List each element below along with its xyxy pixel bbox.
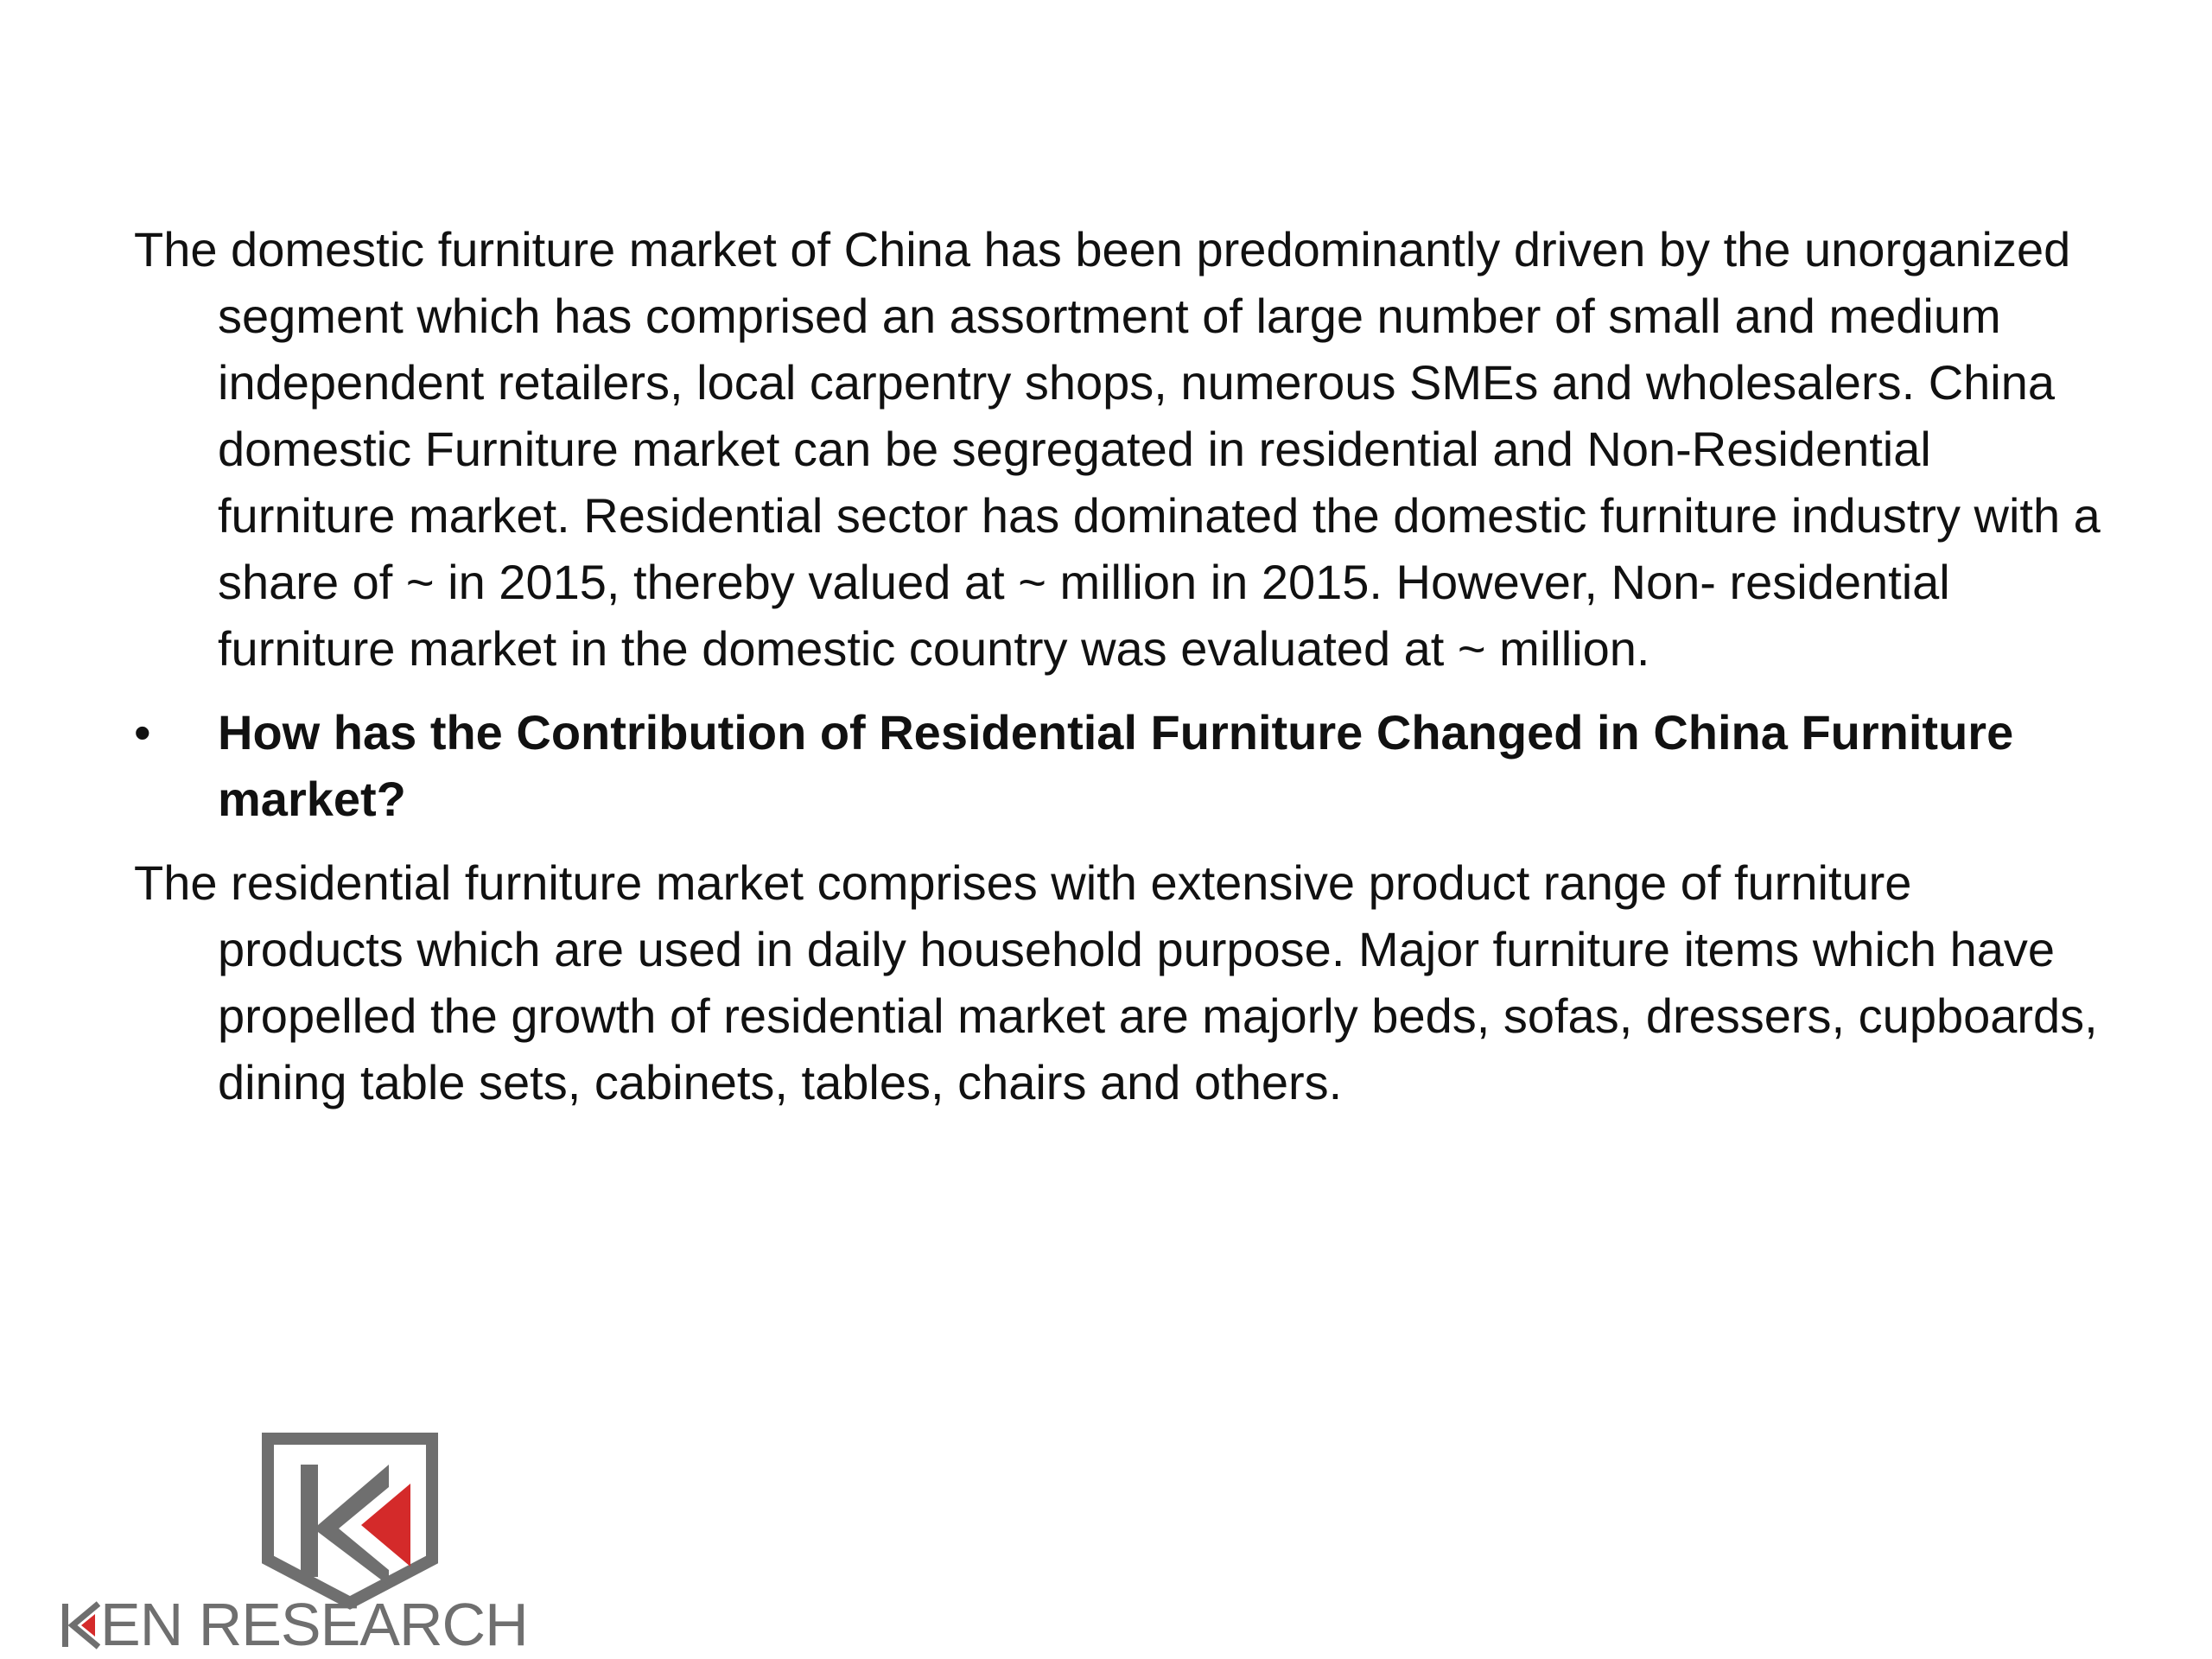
intro-paragraph: The domestic furniture market of China has been predominantly driven by the unorganized segment which has comprised an assortment of large number of small and medium independent retailers, local carpentry shops, numerous SMEs and wholesalers. China domestic Furniture market can be segregated in residential and Non-Residential furniture market. Residential sector has dominated the domestic furniture industry with a share of ~ in 2015, thereby valued at ~ million in 2015. However, Non- residential furniture market in the domestic country was evaluated at ~ million. (134, 222, 2101, 676)
residential-paragraph: The residential furniture market comprises with extensive product range of furniture products which are used in daily household purpose. Major furniture items which have propelled the growth of residential market are majorly beds, sofas, dressers, cupboards, dining table sets, cabinets, tables, chairs and others. (134, 855, 2098, 1109)
logo-wordmark (60, 1592, 579, 1657)
ken-research-shield-icon (259, 1430, 441, 1611)
bullet-heading: How has the Contribution of Residential Furniture Changed in China Furniture market? (218, 705, 2014, 826)
logo-text: EN RESEARCH (100, 1591, 528, 1658)
bullet-marker: • (134, 705, 151, 760)
slide-body (134, 216, 2104, 1133)
k-chevron-icon (60, 1600, 100, 1650)
bullet-item (134, 699, 2104, 832)
ken-research-logo (60, 1430, 579, 1659)
